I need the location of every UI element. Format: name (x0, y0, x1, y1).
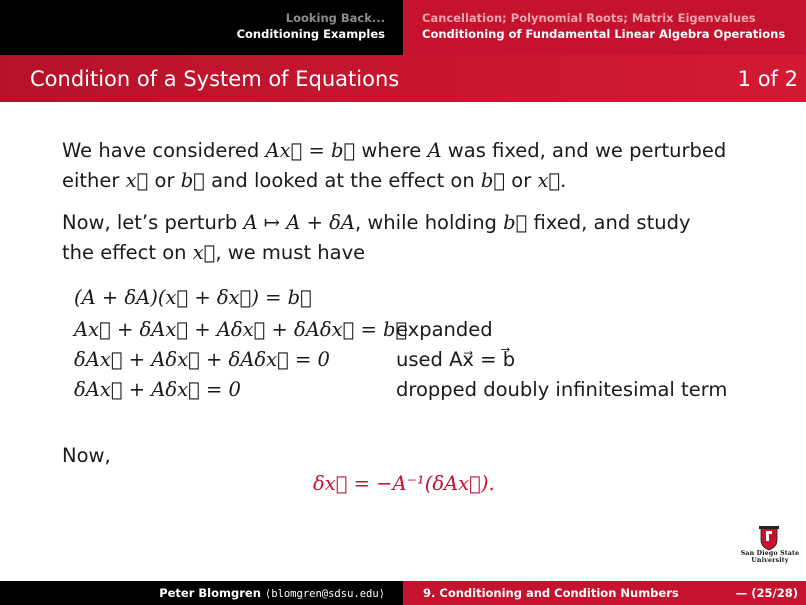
paragraph-line (62, 238, 691, 268)
frame-title: Condition of a System of Equations (30, 67, 400, 91)
text: , we must have (215, 241, 366, 264)
math-inline: x⃗ (537, 169, 561, 192)
text: We have considered (62, 139, 266, 162)
nav-link-conditioning-linear-algebra[interactable]: Conditioning of Fundamental Linear Algebra Operations (422, 27, 786, 41)
nav-link-cancellation[interactable]: Cancellation; Polynomial Roots; Matrix Eigenvalues (422, 11, 756, 25)
paragraph-line (62, 166, 726, 196)
text: Now, let’s perturb (62, 211, 244, 234)
math-inline: A (427, 139, 442, 162)
math-inline: b⃗ (180, 169, 205, 192)
math-inline: b⃗ (503, 211, 528, 234)
frame-title-bar (0, 55, 806, 102)
logo-line: San Diego State (740, 550, 800, 557)
math-inline: Ax⃗ = b⃗ (265, 139, 356, 162)
university-logo-text (738, 550, 802, 564)
text: either (62, 169, 126, 192)
author-name: Peter Blomgren (159, 586, 265, 600)
nav-link-looking-back[interactable]: Looking Back... (285, 11, 385, 25)
conclusion-lead: Now, (62, 444, 111, 467)
equation-lhs: δAx⃗ + Aδx⃗ + δAδx⃗ = 0 (74, 348, 330, 371)
math-inline: A ↦ A + δA (243, 211, 355, 234)
equation-lhs: δAx⃗ + Aδx⃗ = 0 (74, 378, 241, 401)
text: . (560, 169, 567, 192)
paragraph-line (62, 136, 726, 166)
footer-bar (0, 581, 806, 605)
text: where (355, 139, 428, 162)
frame-counter: 1 of 2 (737, 67, 798, 91)
footer-author-box (0, 581, 403, 605)
equation-note: dropped doubly infinitesimal term (396, 378, 728, 401)
footer-section-box (403, 581, 806, 605)
equation-lhs: (A + δA)(x⃗ + δx⃗) = b⃗ (74, 286, 312, 309)
paragraph-perturb (62, 208, 691, 268)
footer-page-number: — (25/28) (735, 586, 798, 600)
equation-lhs: Ax⃗ + δAx⃗ + Aδx⃗ + δAδx⃗ = b⃗ (74, 318, 408, 341)
nav-section-left (0, 0, 403, 55)
math-inline: x⃗ (192, 241, 216, 264)
footer-author (159, 586, 385, 600)
paragraph-considered (62, 136, 726, 196)
conclusion-equation: δx⃗ = −A⁻¹(δAx⃗). (313, 472, 495, 495)
equation-note: used Ax⃗ = b⃗ (396, 348, 516, 371)
text: , while holding (354, 211, 504, 234)
text: and looked at the effect on (204, 169, 481, 192)
author-email: ⟨blomgren@sdsu.edu⟩ (264, 588, 385, 600)
text: or (148, 169, 181, 192)
logo-line: University (751, 557, 789, 564)
text: was fixed, and we perturbed (441, 139, 727, 162)
text: the effect on (62, 241, 193, 264)
equation-note: expanded (396, 318, 493, 341)
math-inline: x⃗ (125, 169, 149, 192)
top-navigation-bar (0, 0, 806, 55)
paragraph-line (62, 208, 691, 238)
text: fixed, and study (527, 211, 691, 234)
nav-section-right (403, 0, 806, 55)
nav-link-conditioning-examples[interactable]: Conditioning Examples (236, 27, 385, 41)
footer-section-title: 9. Conditioning and Condition Numbers (423, 586, 679, 600)
text: or (505, 169, 538, 192)
math-inline: b⃗ (480, 169, 506, 192)
